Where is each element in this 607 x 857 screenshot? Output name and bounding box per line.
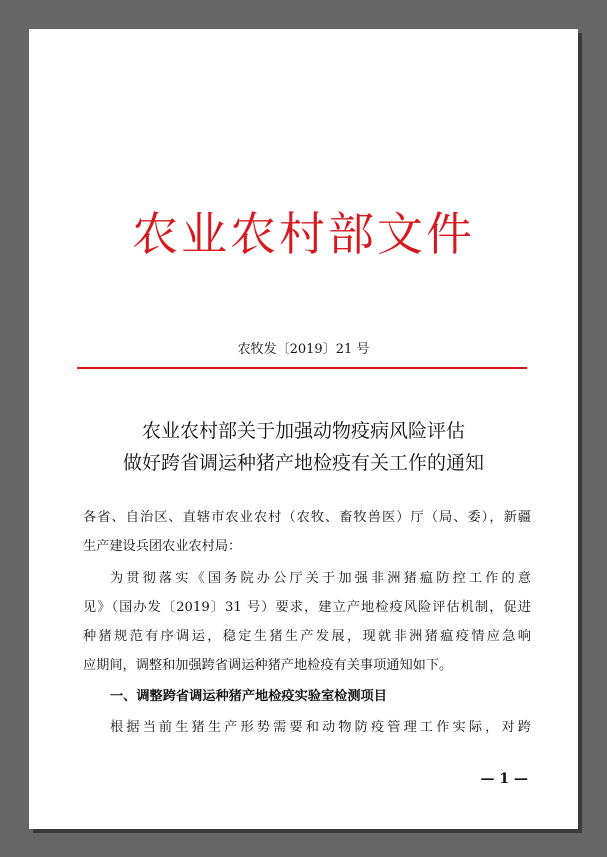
section-heading-1: 一、调整跨省调运种猪产地检疫实验室检测项目: [110, 689, 387, 704]
page-number: — 1 —: [480, 771, 528, 787]
paragraph-1-line-1: 为贯彻落实《国务院办公厅关于加强非洲猪瘟防控工作的意: [110, 571, 531, 586]
document-header-title: 农业农村部文件: [132, 207, 475, 261]
paragraph-1-line-4: 应期间，调整和加强跨省调运种猪产地检疫有关事项通知如下。: [83, 658, 453, 673]
paragraph-1-line-2: 见》（国办发〔2019〕31 号）要求，建立产地检疫风险评估机制，促进: [83, 600, 531, 615]
addressee-line-2: 生产建设兵团农业农村局：: [83, 539, 242, 554]
document-number: 农牧发〔2019〕21 号: [237, 342, 370, 357]
addressee-line-1: 各省、自治区、直辖市农业农村（农牧、畜牧兽医）厅（局、委），新疆: [83, 510, 531, 525]
notice-title-line-2: 做好跨省调运种猪产地检疫有关工作的通知: [122, 452, 484, 474]
document-page: [29, 29, 578, 829]
header-divider: [77, 367, 527, 369]
paragraph-2-line-1: 根据当前生猪生产形势需要和动物防疫管理工作实际，对跨: [110, 720, 531, 735]
paragraph-1-line-3: 种猪规范有序调运，稳定生猪生产发展，现就非洲猪瘟疫情应急响: [83, 629, 531, 644]
notice-title-line-1: 农业农村部关于加强动物疫病风险评估: [141, 420, 465, 442]
